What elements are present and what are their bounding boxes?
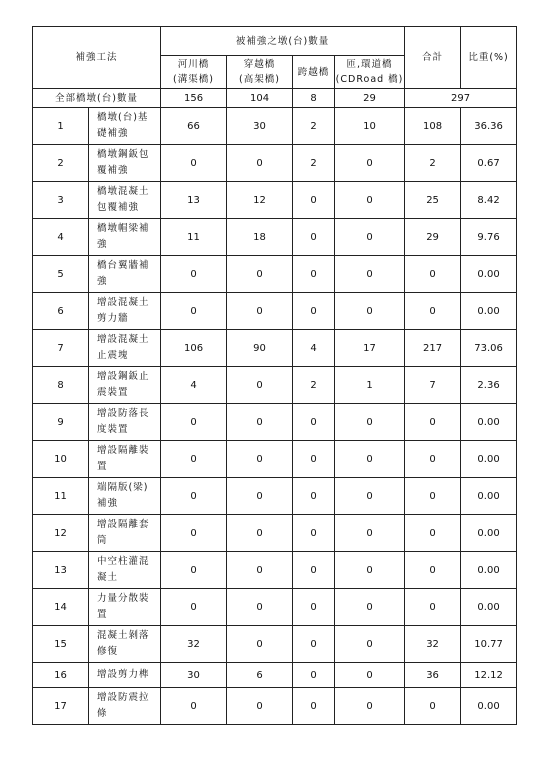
row-district: 0 [335,626,405,663]
table-row [33,182,517,219]
row-method: 增設剪力榫 [89,663,161,688]
row-cross: 0 [227,293,293,330]
row-number: 2 [33,145,89,182]
row-method: 橋台翼牆補 強 [89,256,161,293]
row-span: 2 [293,108,335,145]
row-cross: 0 [227,688,293,725]
row-method: 增設混凝土 止震塊 [89,330,161,367]
row-method: 增設鋼鈑止 震裝置 [89,367,161,404]
table-row [33,552,517,589]
total-header: 合計 [405,27,461,89]
row-number: 17 [33,688,89,725]
row-ratio: 0.00 [461,293,517,330]
group-header: 被補強之墩(台)數量 [161,27,405,56]
row-ratio: 36.36 [461,108,517,145]
row-ratio: 0.00 [461,515,517,552]
row-district: 0 [335,478,405,515]
totals-span: 8 [293,89,335,108]
row-district: 0 [335,552,405,589]
row-district: 0 [335,293,405,330]
row-river: 4 [161,367,227,404]
row-cross: 0 [227,626,293,663]
totals-row [33,89,517,108]
row-cross: 0 [227,478,293,515]
row-span: 0 [293,219,335,256]
row-method: 混凝土剝落 修復 [89,626,161,663]
row-ratio: 0.00 [461,552,517,589]
row-method: 中空柱灌混 凝土 [89,552,161,589]
row-cross: 0 [227,515,293,552]
row-span: 0 [293,552,335,589]
row-ratio: 0.00 [461,688,517,725]
row-ratio: 0.00 [461,256,517,293]
row-number: 5 [33,256,89,293]
district-header: 匝,環道橋 (CDRoad 橋) [335,56,405,89]
table-row [33,626,517,663]
row-district: 0 [335,441,405,478]
row-ratio: 0.00 [461,478,517,515]
row-district: 0 [335,404,405,441]
row-total: 32 [405,626,461,663]
row-river: 0 [161,293,227,330]
table-row [33,145,517,182]
table-row [33,688,517,725]
row-cross: 0 [227,367,293,404]
row-span: 0 [293,256,335,293]
totals-river: 156 [161,89,227,108]
table-row [33,293,517,330]
row-district: 0 [335,182,405,219]
row-span: 4 [293,330,335,367]
row-total: 36 [405,663,461,688]
table-row [33,367,517,404]
row-ratio: 0.00 [461,404,517,441]
row-river: 32 [161,626,227,663]
row-river: 0 [161,256,227,293]
row-total: 217 [405,330,461,367]
row-span: 0 [293,663,335,688]
row-span: 2 [293,367,335,404]
ratio-header: 比重(%) [461,27,517,89]
row-river: 0 [161,552,227,589]
row-method: 橋墩鋼鈑包 覆補強 [89,145,161,182]
row-river: 30 [161,663,227,688]
table-row [33,589,517,626]
row-span: 0 [293,441,335,478]
totals-district: 29 [335,89,405,108]
row-cross: 90 [227,330,293,367]
row-total: 0 [405,441,461,478]
row-ratio: 0.00 [461,441,517,478]
row-total: 0 [405,256,461,293]
row-district: 0 [335,145,405,182]
row-number: 10 [33,441,89,478]
row-river: 13 [161,182,227,219]
row-district: 1 [335,367,405,404]
row-cross: 18 [227,219,293,256]
row-cross: 0 [227,441,293,478]
row-span: 0 [293,478,335,515]
row-method: 增設防震拉 條 [89,688,161,725]
row-district: 0 [335,688,405,725]
table-row [33,441,517,478]
row-district: 10 [335,108,405,145]
table-row [33,404,517,441]
row-number: 9 [33,404,89,441]
row-ratio: 73.06 [461,330,517,367]
row-district: 17 [335,330,405,367]
row-river: 11 [161,219,227,256]
row-total: 0 [405,515,461,552]
river-header: 河川橋 (溝渠橋) [161,56,227,89]
row-district: 0 [335,589,405,626]
row-district: 0 [335,663,405,688]
row-cross: 0 [227,145,293,182]
row-number: 8 [33,367,89,404]
row-ratio: 10.77 [461,626,517,663]
row-total: 25 [405,182,461,219]
row-river: 0 [161,404,227,441]
row-cross: 0 [227,552,293,589]
row-total: 0 [405,404,461,441]
row-total: 0 [405,552,461,589]
row-district: 0 [335,219,405,256]
row-span: 0 [293,688,335,725]
table-row [33,256,517,293]
row-river: 0 [161,441,227,478]
row-number: 13 [33,552,89,589]
row-number: 12 [33,515,89,552]
row-method: 橋墩帽梁補 強 [89,219,161,256]
row-river: 0 [161,515,227,552]
row-cross: 0 [227,256,293,293]
row-ratio: 2.36 [461,367,517,404]
row-district: 0 [335,256,405,293]
row-river: 0 [161,145,227,182]
row-method: 端隔版(梁) 補強 [89,478,161,515]
row-total: 29 [405,219,461,256]
row-total: 0 [405,478,461,515]
row-river: 0 [161,688,227,725]
reinforcement-table [32,26,517,725]
table-row [33,330,517,367]
table-row [33,515,517,552]
table-row [33,478,517,515]
row-method: 力量分散裝 置 [89,589,161,626]
row-river: 0 [161,589,227,626]
totals-label: 全部橋墩(台)數量 [33,89,161,108]
method-header: 補強工法 [33,27,161,89]
row-ratio: 0.00 [461,589,517,626]
row-number: 16 [33,663,89,688]
row-total: 7 [405,367,461,404]
row-river: 106 [161,330,227,367]
row-ratio: 12.12 [461,663,517,688]
row-cross: 6 [227,663,293,688]
row-river: 0 [161,478,227,515]
row-number: 1 [33,108,89,145]
row-total: 0 [405,293,461,330]
table-row [33,663,517,688]
totals-total: 297 [405,89,517,108]
row-number: 3 [33,182,89,219]
row-total: 0 [405,589,461,626]
row-span: 2 [293,145,335,182]
row-ratio: 9.76 [461,219,517,256]
row-cross: 30 [227,108,293,145]
row-number: 4 [33,219,89,256]
row-span: 0 [293,589,335,626]
row-number: 7 [33,330,89,367]
row-number: 11 [33,478,89,515]
row-total: 108 [405,108,461,145]
span-header: 跨越橋 [293,56,335,89]
row-span: 0 [293,404,335,441]
row-cross: 12 [227,182,293,219]
row-span: 0 [293,515,335,552]
row-method: 橋墩混凝土 包覆補強 [89,182,161,219]
row-method: 橋墩(台)基 礎補強 [89,108,161,145]
row-river: 66 [161,108,227,145]
row-cross: 0 [227,404,293,441]
row-span: 0 [293,293,335,330]
totals-cross: 104 [227,89,293,108]
row-method: 增設防落長 度裝置 [89,404,161,441]
row-number: 14 [33,589,89,626]
row-number: 6 [33,293,89,330]
cross-header: 穿越橋 (高架橋) [227,56,293,89]
row-total: 2 [405,145,461,182]
row-method: 增設混凝土 剪力牆 [89,293,161,330]
row-total: 0 [405,688,461,725]
row-method: 增設隔離套 筒 [89,515,161,552]
row-ratio: 8.42 [461,182,517,219]
row-span: 0 [293,182,335,219]
row-cross: 0 [227,589,293,626]
row-district: 0 [335,515,405,552]
row-number: 15 [33,626,89,663]
table-row [33,219,517,256]
row-span: 0 [293,626,335,663]
row-method: 增設隔離裝 置 [89,441,161,478]
table-row [33,108,517,145]
row-ratio: 0.67 [461,145,517,182]
